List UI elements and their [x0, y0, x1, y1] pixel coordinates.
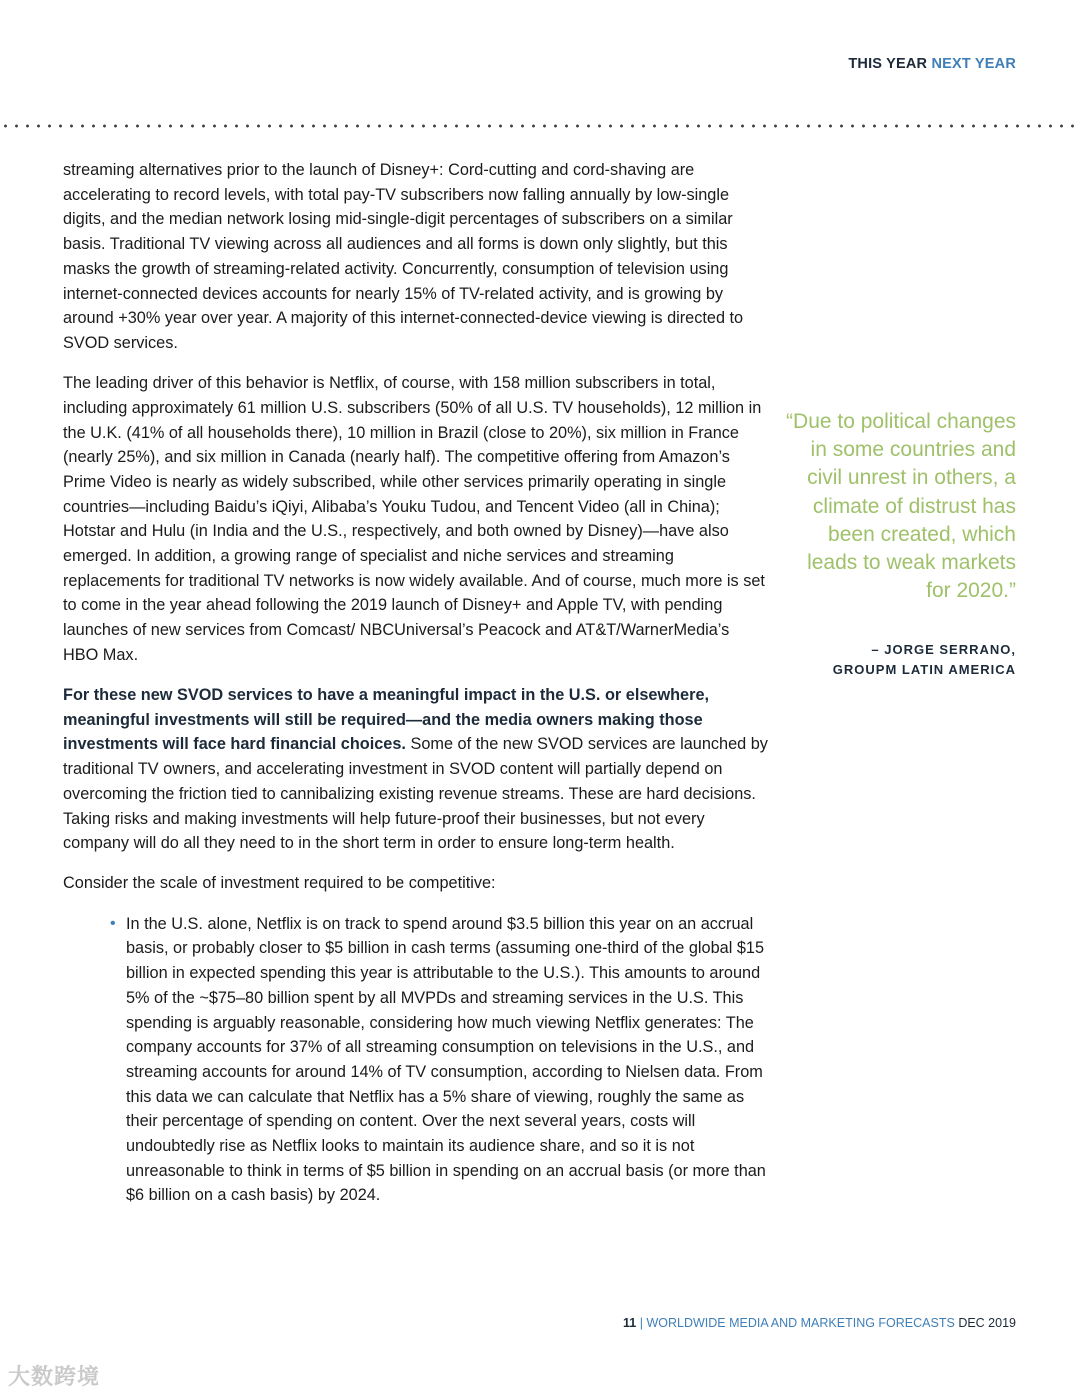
list-item: [110, 912, 768, 1208]
bullet-list: [63, 912, 768, 1208]
pull-quote: “Due to political changes in some countries and civil unrest in others, a climate of distrust has been created, which leads to weak markets for 2020.”: [786, 410, 1016, 603]
header-this-year: THIS YEAR: [848, 56, 928, 72]
paragraph-1: streaming alternatives prior to the launch of Disney+: Cord-cutting and cord-shaving are accelerating to record levels, with total pay-TV subscribers now falling annually by low-single digits, and the median network losing mid-single-digit percentages of subscribers on a similar basis. Traditional TV viewing across all audiences and all forms is down only slightly, but this masks the growth of streaming-related activity. Concurrently, consumption of television using internet-connected devices accounts for nearly 15% of TV-related activity, and is growing by around +30% year over year. A majority of this internet-connected-device viewing is directed to SVOD services.: [63, 161, 744, 352]
paragraph-3-lead: For these new SVOD services to have a meaningful impact in the U.S. or elsewhere, meaningful investments will still be required—and the media owners making those investments will face hard financial choices.: [63, 686, 710, 754]
attribution-name: – JORGE SERRANO,: [871, 642, 1016, 657]
quote-attribution: [776, 640, 1016, 680]
body-text: [63, 158, 768, 1208]
page-footer: [623, 1316, 1016, 1330]
footer-date: DEC 2019: [958, 1316, 1016, 1330]
paragraph-3-rest: Some of the new SVOD services are launched by traditional TV owners, and accelerating investment in SVOD content will partially depend on overcoming the friction tied to cannibalizing existing revenue streams. These are hard decisions. Taking risks and making investments will help future-proof their businesses, but not every company will do all they need to in the short term in order to ensure long-term health.: [63, 735, 768, 853]
header-next-year: NEXT YEAR: [931, 56, 1016, 72]
page-number: 11: [623, 1316, 637, 1330]
bullet-1-text: In the U.S. alone, Netflix is on track to spend around $3.5 billion this year on an accrual basis, or probably closer to $5 billion in cash terms (assuming one-third of the global $15 billion in expected spending this year is attributable to the U.S.). This amounts to around 5% of the ~$75–80 billion spent by all MVPDs and streaming services in the U.S. This spending is arguably reasonable, considering how much viewing Netflix generates: The company accounts for 37% of all streaming consumption on televisions in the U.S., and streaming accounts for around 14% of TV consumption, according to Nielsen data. From this data we can calculate that Netflix has a 5% share of viewing, roughly the same as their percentage of spending on content. Over the next several years, costs will undoubtedly rise as Netflix looks to maintain its audience share, and so it is not unreasonable to think in terms of $5 billion in spending on an accrual basis (or more than $6 billion on a cash basis) by 2024.: [126, 914, 766, 1205]
watermark-logo: 大数跨境: [8, 1364, 101, 1389]
footer-separator: |: [639, 1316, 643, 1330]
footer-title: WORLDWIDE MEDIA AND MARKETING FORECASTS: [646, 1316, 955, 1330]
paragraph-2: The leading driver of this behavior is Netflix, of course, with 158 million subscribers in total, including approximately 61 million U.S. subscribers (50% of all U.S. TV households), 12 million in the U.K. (41% of all households there), 10 million in Brazil (close to 20%), six million in France (nearly 25%), and six million in Canada (nearly half). The competitive offering from Amazon’s Prime Video is nearly as widely subscribed, while other services primarily operating in single countries—including Baidu’s iQiyi, Alibaba’s Youku Tudou, and Tencent Video (all in China); Hotstar and Hulu (in India and the U.S., respectively, and both owned by Disney)—have also emerged. In addition, a growing range of specialist and niche services and streaming replacements for traditional TV networks is now widely available. And of course, much more is set to come in the year ahead following the 2019 launch of Disney+ and Apple TV, with pending launches of new services from Comcast/ NBCUniversal’s Peacock and AT&T/WarnerMedia’s HBO Max.: [63, 374, 765, 664]
bullet-icon: •: [110, 914, 116, 932]
paragraph-3: [63, 683, 768, 856]
attribution-org: GROUPM LATIN AMERICA: [832, 662, 1016, 677]
paragraph-4: Consider the scale of investment required to be competitive:: [63, 874, 496, 893]
running-header: [848, 56, 1016, 72]
dotted-divider: [0, 123, 1080, 129]
